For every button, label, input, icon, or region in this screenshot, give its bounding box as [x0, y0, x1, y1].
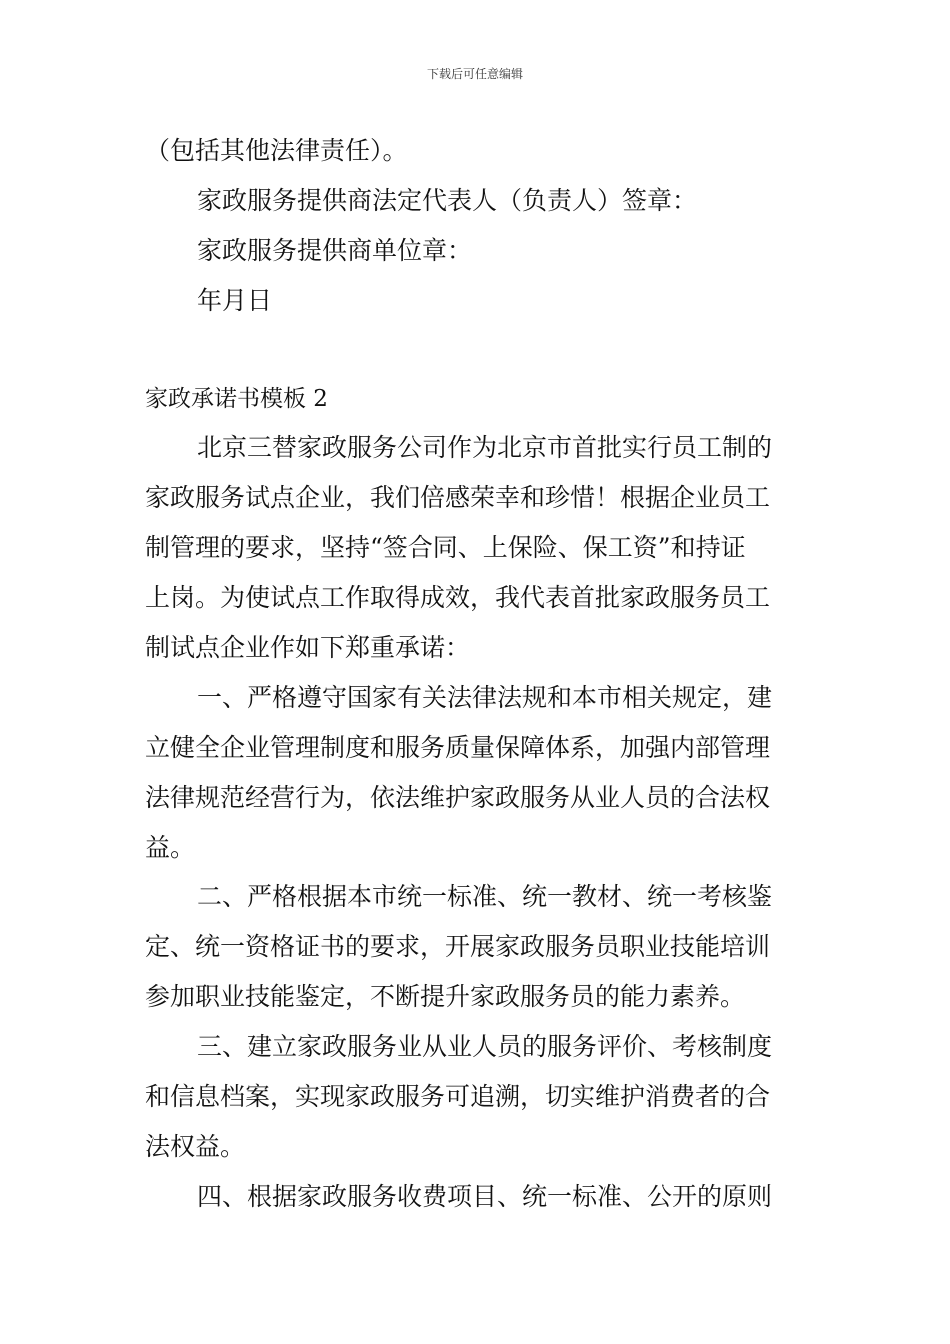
text-line: 上岗。为使试点工作取得成效，我代表首批家政服务员工 [145, 583, 771, 612]
text-line: 立健全企业管理制度和服务质量保障体系，加强内部管理 [145, 733, 771, 762]
text-line: 四、根据家政服务收费项目、统一标准、公开的原则 [197, 1182, 773, 1211]
text-line: 三、建立家政服务业从业人员的服务评价、考核制度 [197, 1032, 773, 1061]
text-line: （包括其他法律责任）。 [145, 136, 408, 165]
text-line: 家政服务试点企业，我们倍感荣幸和珍惜！根据企业员工 [145, 483, 771, 512]
text-line: 益。 [145, 833, 196, 862]
header-note: 下载后可任意编辑 [426, 67, 523, 81]
text-line: 法律规范经营行为，依法维护家政服务从业人员的合法权 [145, 783, 771, 812]
text-line: 二、严格根据本市统一标准、统一教材、统一考核鉴 [197, 882, 773, 911]
text-line: 北京三替家政服务公司作为北京市首批实行员工制的 [197, 433, 773, 462]
text-line: 一、严格遵守国家有关法律法规和本市相关规定，建 [197, 683, 773, 712]
date-line: 年月日 [197, 286, 273, 315]
signature-line-representative: 家政服务提供商法定代表人（负责人）签章： [197, 186, 698, 215]
text-line: 制管理的要求，坚持“签合同、上保险、保工资”和持证 [145, 533, 746, 562]
signature-line-unit-seal: 家政服务提供商单位章： [197, 236, 473, 265]
text-line: 参加职业技能鉴定，不断提升家政服务员的能力素养。 [145, 982, 746, 1011]
text-line: 和信息档案，实现家政服务可追溯，切实维护消费者的合 [145, 1082, 771, 1111]
text-line: 法权益。 [145, 1132, 246, 1161]
section-title: 家政承诺书模板 2 [145, 386, 328, 412]
text-line: 定、统一资格证书的要求，开展家政服务员职业技能培训 [145, 932, 771, 961]
text-line: 制试点企业作如下郑重承诺： [145, 633, 471, 662]
